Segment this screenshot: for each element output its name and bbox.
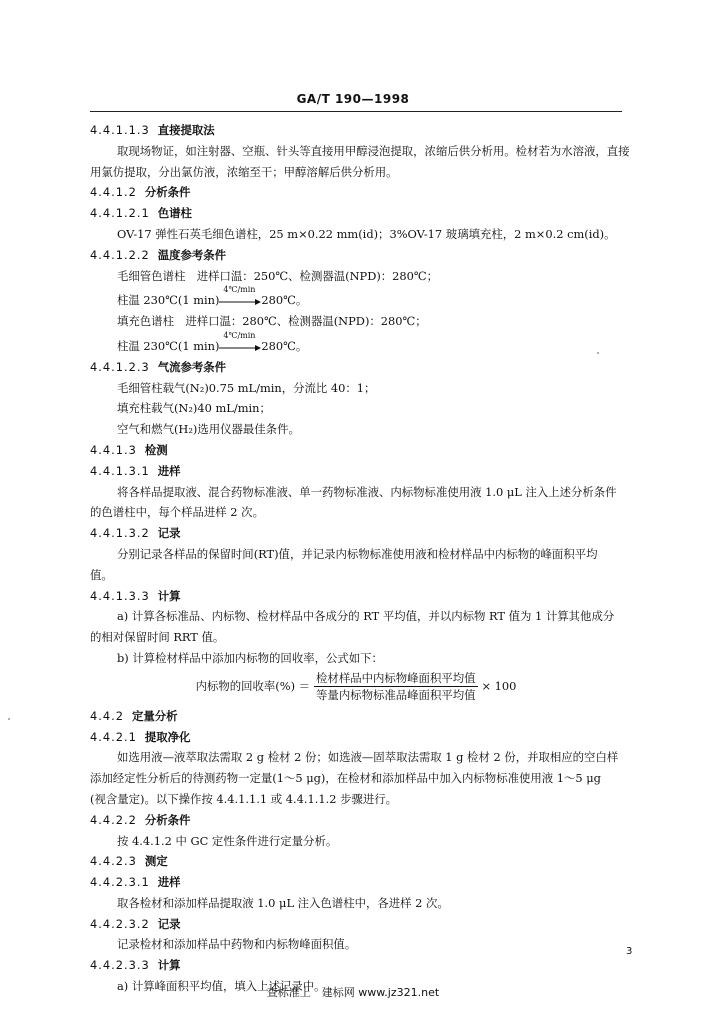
section-heading [90,810,622,831]
list-item: a) 计算峰面积平均值，填入上述记录中。 [117,979,326,994]
section-number: 4.4.2.2 [90,812,137,827]
ramp-arrow [219,285,261,306]
paragraph-line: 如选用液—液萃取法需取 2 g 检材 2 份；如选液—固萃取法需取 1 g 检材 2 份，并取相应的空白样 [117,750,619,765]
section-title: 计算 [157,958,181,973]
section-title: 提取净化 [144,729,191,744]
footer-watermark: 查标准上 建标网 www.jz321.net [266,986,440,999]
section-heading [90,914,622,935]
paragraph-line: 记录检材和添加样品中药物和内标物峰面积值。 [117,937,357,952]
section-title: 分析条件 [144,185,191,200]
formula-lhs: 内标物的回收率(%) ＝ [195,678,311,693]
section-heading [90,357,622,378]
section-number: 4.4.2 [90,708,124,723]
ramp-arrow [219,330,261,352]
arrow-right-icon [219,344,261,352]
scan-speck [597,352,599,354]
start-temperature: 柱温 230℃(1 min) [117,338,220,353]
paragraph-line: 将各样品提取液、混合药物标准液、单一药物标准液、内标物标准使用液 1.0 μL 注入上述分析条件 [117,484,617,499]
section-heading [90,120,622,141]
standard-header: GA/T 190—1998 [296,92,410,106]
section-number: 4.4.1.3.2 [90,526,150,541]
paragraph-line: 用氯仿提取，分出氯仿液，浓缩至干；甲醇溶解后供分析用。 [90,164,398,179]
formula-fraction [314,671,477,702]
section-heading [90,461,622,482]
header-rule [90,111,622,112]
section-title: 分析条件 [144,812,191,827]
section-heading [90,851,622,872]
scan-speck [8,718,10,720]
section-number: 4.4.1.2.1 [90,206,150,221]
section-title: 温度参考条件 [157,247,227,262]
recovery-formula [90,671,622,702]
section-title: 气流参考条件 [157,359,227,374]
section-title: 定量分析 [131,708,178,723]
section-title: 计算 [157,588,181,603]
arrow-right-icon [219,298,261,306]
section-title: 色谱柱 [157,206,192,221]
end-temperature: 280℃。 [261,293,308,308]
list-item: a) 计算各标准品、内标物、检材样品中各成分的 RT 平均值，并以内标物 RT 值为 1 计算其他成分 [117,609,615,624]
section-heading [90,706,622,727]
section-number: 4.4.2.1 [90,729,137,744]
section-number: 4.4.1.3.3 [90,588,150,603]
section-title: 测定 [144,854,168,869]
list-item: b) 计算检材样品中添加内标物的回收率，公式如下： [117,650,383,665]
section-title: 记录 [157,526,181,541]
section-heading [90,203,622,224]
paragraph-line: 添加经定性分析后的待测药物一定量(1～5 μg)，在检材和添加样品中加入内标物标准使用液 1～5 μg [90,771,601,786]
paragraph-line: 毛细管柱载气(N₂)0.75 mL/min，分流比 40：1； [117,380,376,395]
paragraph-line: 值。 [90,567,113,582]
start-temperature: 柱温 230℃(1 min) [117,293,220,308]
paragraph-line: 空气和燃气(H₂)选用仪器最佳条件。 [117,422,300,437]
paragraph-line: (视含量定)。以下操作按 4.4.1.1.1 或 4.4.1.1.2 步骤进行。 [90,791,398,806]
paragraph-line: 分别记录各样品的保留时间(RT)值，并记录内标物标准使用液和检材样品中内标物的峰面积平均 [117,546,598,561]
paragraph-line: 的色谱柱中，每个样品进样 2 次。 [90,505,264,520]
ramp-rate-label: 4℃/min [223,285,256,295]
section-title: 检测 [144,442,168,457]
section-heading [90,245,622,266]
paragraph-line: 填充色谱柱 进样口温：280℃、检测器温(NPD)：280℃； [117,314,427,329]
section-heading [90,523,622,544]
end-temperature: 280℃。 [261,338,308,353]
section-number: 4.4.1.2 [90,185,137,200]
section-number: 4.4.2.3.1 [90,875,150,890]
paragraph-line: 取各检材和添加样品提取液 1.0 μL 注入色谱柱中，各进样 2 次。 [117,895,449,910]
paragraph-line: OV-17 弹性石英毛细色谱柱，25 m×0.22 mm(id)；3%OV-17 玻璃填充柱，2 m×0.2 cm(id)。 [117,226,616,241]
section-number: 4.4.1.3 [90,442,137,457]
section-number: 4.4.2.3.3 [90,958,150,973]
section-heading [90,182,622,203]
paragraph-line: 毛细管色谱柱 进样口温：250℃、检测器温(NPD)：280℃； [117,268,439,283]
section-number: 4.4.2.3.2 [90,916,150,931]
page-number: 3 [626,946,633,957]
formula-rhs: × 100 [481,678,517,693]
section-heading [90,440,622,461]
temperature-program-line [90,285,622,311]
section-heading [90,955,622,976]
section-number: 4.4.1.3.1 [90,463,150,478]
document-body [90,120,630,997]
temperature-program-line [90,330,622,357]
paragraph-line: 的相对保留时间 RRT 值。 [90,630,225,645]
section-title: 进样 [157,875,181,890]
formula-numerator: 检材样品中内标物峰面积平均值 [316,670,476,685]
section-number: 4.4.2.3 [90,854,137,869]
section-title: 直接提取法 [157,123,215,137]
ramp-rate-label: 4℃/min [223,330,256,340]
section-title: 进样 [157,463,181,478]
section-heading [90,727,622,748]
paragraph-line: 填充柱载气(N₂)40 mL/min； [117,401,271,416]
formula-denominator: 等量内标物标准品峰面积平均值 [316,687,476,702]
section-title: 记录 [157,916,181,931]
paragraph-line: 按 4.4.1.2 中 GC 定性条件进行定量分析。 [117,833,338,848]
section-number: 4.4.1.1.3 [90,123,150,137]
section-number: 4.4.1.2.2 [90,247,150,262]
section-heading [90,586,622,607]
section-number: 4.4.1.2.3 [90,359,150,374]
section-heading [90,872,622,893]
paragraph-line: 取现场物证，如注射器、空瓶、针头等直接用甲醇浸泡提取，浓缩后供分析用。检材若为水溶液，直接 [117,143,630,158]
